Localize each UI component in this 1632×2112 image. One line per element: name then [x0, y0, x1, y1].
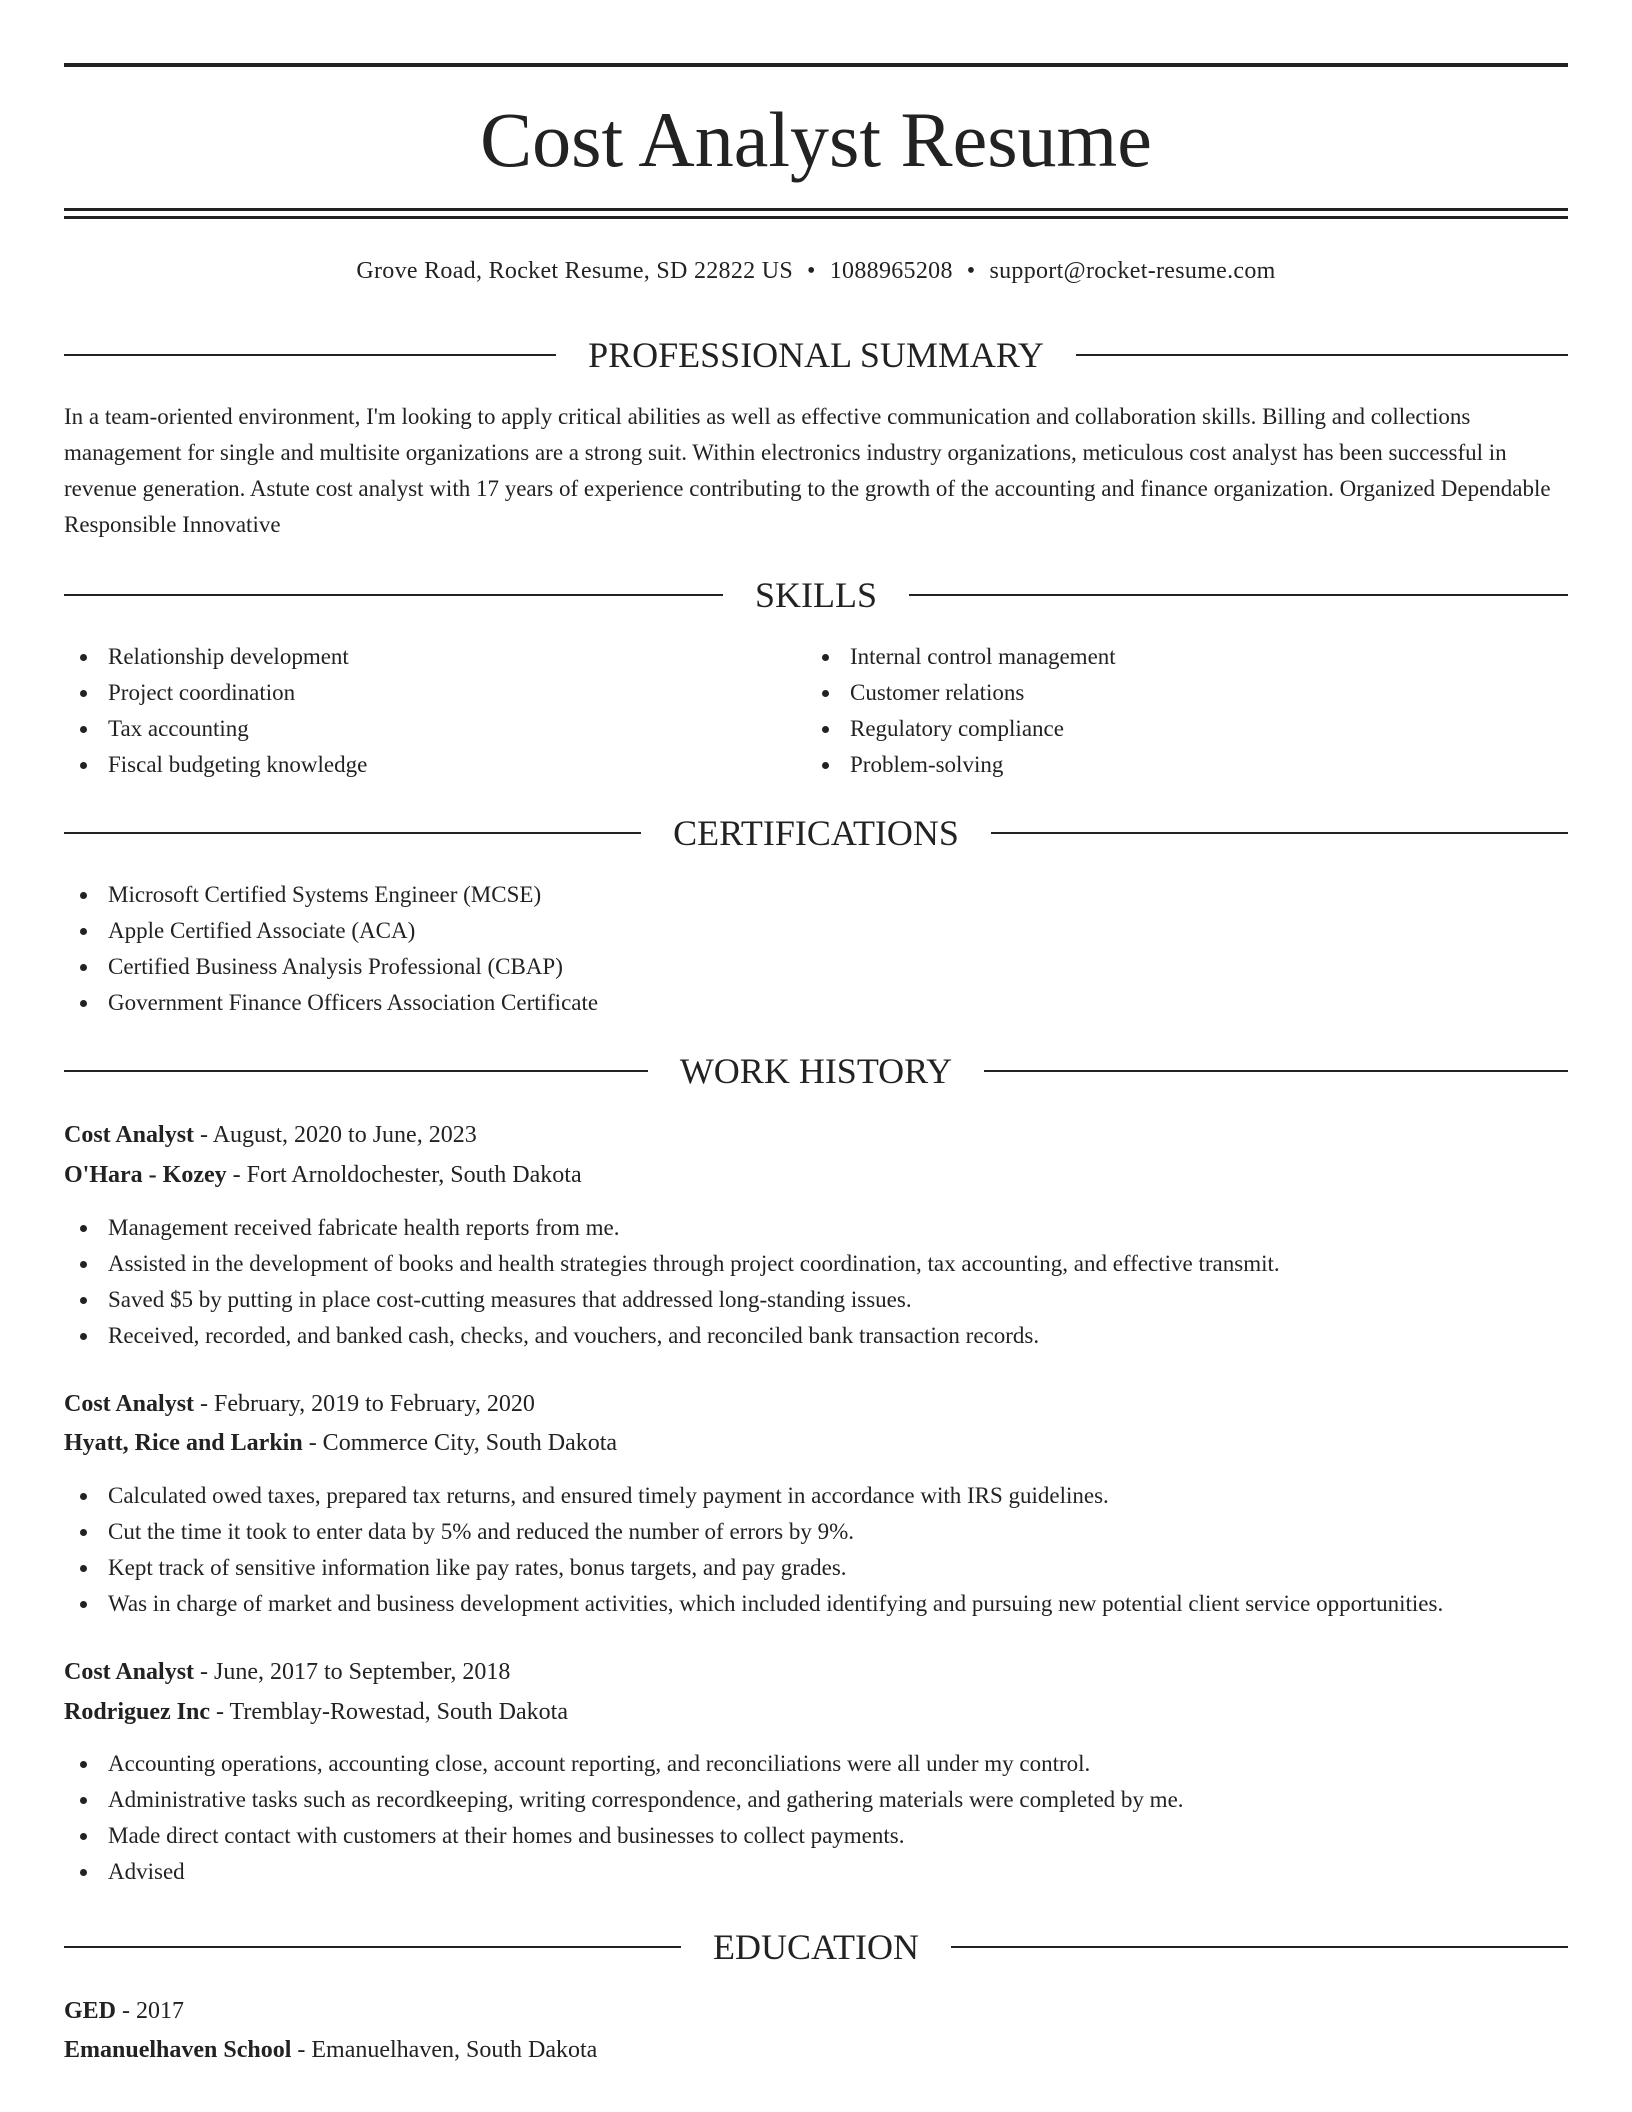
job-dates: - June, 2017 to September, 2018 [194, 1659, 511, 1685]
job-bullet: Received, recorded, and banked cash, checks, and vouchers, and reconciled bank transaction records. [64, 1318, 1568, 1354]
job-bullet: Calculated owed taxes, prepared tax returns, and ensured timely payment in accordance with IRS guidelines. [64, 1478, 1568, 1514]
skill-item: Internal control management [806, 639, 1506, 675]
job-company-line [64, 1157, 582, 1193]
job-location: - Fort Arnoldochester, South Dakota [226, 1162, 582, 1188]
skills-list-left [64, 639, 764, 783]
section-title: WORK HISTORY [679, 1051, 953, 1091]
job-title: Cost Analyst [64, 1122, 195, 1148]
contact-separator: • [807, 258, 816, 284]
skill-item: Problem-solving [806, 747, 1506, 783]
job-bullets [64, 1210, 1568, 1354]
job-dates: - February, 2019 to February, 2020 [194, 1391, 535, 1417]
skill-item: Project coordination [64, 675, 764, 711]
education-school: Emanuelhaven School [64, 2037, 292, 2063]
job-bullets [64, 1746, 1568, 1890]
education-year: - 2017 [116, 1998, 185, 2024]
resume-title: Cost Analyst Resume [480, 96, 1152, 183]
job-bullet: Saved $5 by putting in place cost-cutting measures that addressed long-standing issues. [64, 1282, 1568, 1318]
education-school-line [64, 2032, 597, 2068]
section-heading-skills [64, 573, 1568, 617]
heading-rule [64, 1070, 648, 1072]
skill-item: Fiscal budgeting knowledge [64, 747, 764, 783]
job-company-line [64, 1694, 568, 1730]
job-company: O'Hara - Kozey [64, 1162, 227, 1188]
certification-item: Microsoft Certified Systems Engineer (MCSE) [64, 877, 1568, 913]
heading-rule [984, 1070, 1568, 1072]
job-bullet: Kept track of sensitive information like pay rates, bonus targets, and pay grades. [64, 1550, 1568, 1586]
certification-item: Certified Business Analysis Professional (CBAP) [64, 949, 1568, 985]
contact-email: support@rocket-resume.com [989, 258, 1276, 284]
skills-list-right [806, 639, 1506, 783]
skill-item: Relationship development [64, 639, 764, 675]
skill-item: Tax accounting [64, 711, 764, 747]
certification-item: Government Finance Officers Association Certificate [64, 985, 1568, 1021]
certifications-list [64, 877, 1568, 1021]
section-title: EDUCATION [713, 1927, 919, 1967]
education-degree: GED [64, 1998, 117, 2024]
certification-item: Apple Certified Associate (ACA) [64, 913, 1568, 949]
job-bullets [64, 1478, 1568, 1622]
education-degree-line [64, 1993, 184, 2029]
heading-rule [1076, 354, 1568, 356]
job-title-line [64, 1386, 535, 1422]
skill-item: Customer relations [806, 675, 1506, 711]
section-title: CERTIFICATIONS [673, 813, 959, 853]
section-title: SKILLS [755, 575, 878, 615]
section-heading-certifications [64, 811, 1568, 855]
contact-phone: 1088965208 [829, 258, 953, 284]
heading-rule [64, 354, 556, 356]
contact-address: Grove Road, Rocket Resume, SD 22822 US [356, 258, 794, 284]
job-title: Cost Analyst [64, 1659, 195, 1685]
header-top-rule [64, 63, 1568, 67]
job-bullet: Administrative tasks such as recordkeeping, writing correspondence, and gathering materials were completed by me. [64, 1782, 1568, 1818]
contact-separator: • [966, 258, 976, 284]
job-company: Rodriguez Inc [64, 1699, 210, 1725]
section-heading-work-history [64, 1049, 1568, 1093]
contact-line [64, 255, 1568, 287]
heading-rule [64, 832, 641, 834]
job-bullet: Advised [64, 1854, 1568, 1890]
job-bullet: Cut the time it took to enter data by 5% and reduced the number of errors by 9%. [64, 1514, 1568, 1550]
header-double-rule-lower [64, 216, 1568, 219]
job-title-line [64, 1654, 510, 1690]
job-dates: - August, 2020 to June, 2023 [194, 1122, 477, 1148]
job-company: Hyatt, Rice and Larkin [64, 1430, 303, 1456]
job-bullet: Made direct contact with customers at their homes and businesses to collect payments. [64, 1818, 1568, 1854]
education-location: - Emanuelhaven, South Dakota [291, 2037, 598, 2063]
job-bullet: Was in charge of market and business development activities, which included identifying and pursuing new potential client service opportunities. [64, 1586, 1568, 1622]
job-company-line [64, 1425, 617, 1461]
skill-item: Regulatory compliance [806, 711, 1506, 747]
job-bullet: Accounting operations, accounting close, account reporting, and reconciliations were all under my control. [64, 1746, 1568, 1782]
section-heading-education [64, 1925, 1568, 1969]
job-location: - Commerce City, South Dakota [302, 1430, 618, 1456]
header-double-rule-upper [64, 208, 1568, 211]
job-title-line [64, 1117, 477, 1153]
job-bullet: Management received fabricate health reports from me. [64, 1210, 1568, 1246]
section-heading-summary [64, 333, 1568, 377]
job-location: - Tremblay-Rowestad, South Dakota [210, 1699, 568, 1725]
heading-rule [991, 832, 1568, 834]
summary-text: In a team-oriented environment, I'm looking to apply critical abilities as well as effective communication and collaboration skills. Billing and collections management for single and multisite organizations are a strong suit. Within electronics industry organizations, meticulous cost analyst has been successful in revenue generation. Astute cost analyst with 17 years of experience contributing to the growth of the accounting and finance organization. Organized Dependable Responsible Innovative [64, 404, 1551, 537]
job-title: Cost Analyst [64, 1391, 195, 1417]
section-title: PROFESSIONAL SUMMARY [588, 335, 1044, 375]
heading-rule [64, 594, 723, 596]
heading-rule [951, 1946, 1568, 1948]
heading-rule [64, 1946, 681, 1948]
heading-rule [909, 594, 1568, 596]
job-bullet: Assisted in the development of books and health strategies through project coordination, tax accounting, and effective transmit. [64, 1246, 1568, 1282]
